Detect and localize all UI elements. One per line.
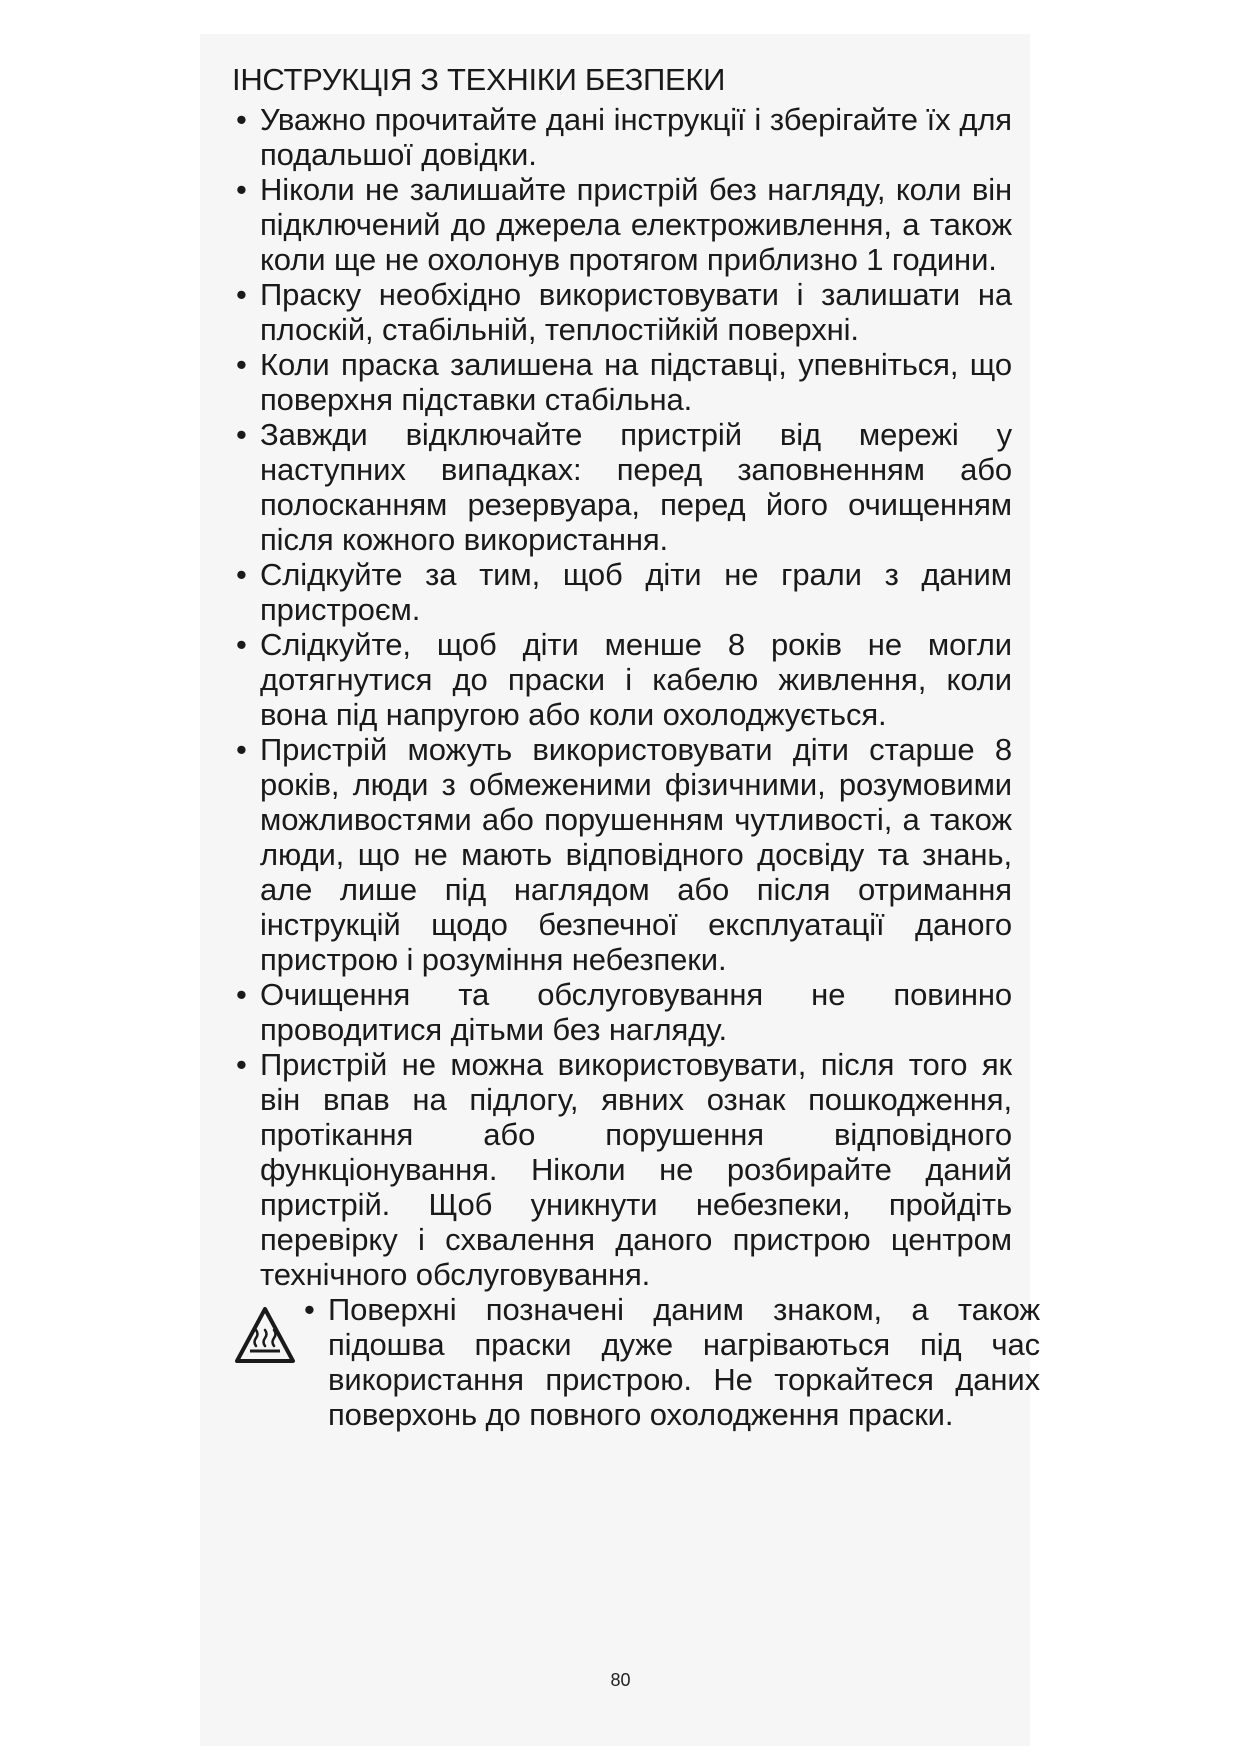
list-item: • Слідкуйте за тим, щоб діти не грали з даним пристроєм. [232, 557, 1012, 627]
list-item: • Коли праска залишена на підставці, упевніться, що поверхня підставки стабільна. [232, 347, 1012, 417]
hot-surface-warning [232, 1292, 1040, 1467]
warning-text: • Поверхні позначені даним знаком, а також підошва праски дуже нагріваються під час використання пристрою. Не торкайтеся даних поверхонь до повного охолодження праски. [300, 1292, 1040, 1432]
list-item: • Уважно прочитайте дані інструкції і зберігайте їх для подальшої довідки. [232, 102, 1012, 172]
list-item: • Слідкуйте, щоб діти менше 8 років не могли дотягнутися до праски і кабелю живлення, коли вона під напругою або коли охолоджується. [232, 627, 1012, 732]
list-item: • Очищення та обслуговування не повинно проводитися дітьми без нагляду. [232, 977, 1012, 1047]
list-item: • Пристрій не можна використовувати, після того як він впав на підлогу, явних ознак пошкодження, протікання або порушення відповідного функціонування. Ніколи не розбирайте даний пристрій. Щоб уникнути небезпеки, пройдіть перевірку і схвалення даного пристрою центром технічного обслуговування. [232, 1047, 1012, 1292]
safety-list [232, 102, 1012, 1292]
hot-surface-warning-icon [234, 1306, 296, 1364]
list-item: • Праску необхідно використовувати і залишати на плоскій, стабільній, теплостійкій поверхні. [232, 277, 1012, 347]
page-title: ІНСТРУКЦІЯ З ТЕХНІКИ БЕЗПЕКИ [232, 62, 726, 97]
document-body [232, 62, 1040, 1467]
list-item: • Ніколи не залишайте пристрій без нагляду, коли він підключений до джерела електроживлення, а також коли ще не охолонув протягом приблизно 1 години. [232, 172, 1012, 277]
page-number: 80 [610, 1670, 631, 1690]
list-item: • Завжди відключайте пристрій від мережі у наступних випадках: перед заповненням або полосканням резервуара, перед його очищенням після кожного використання. [232, 417, 1012, 557]
list-item: • Пристрій можуть використовувати діти старше 8 років, люди з обмеженими фізичними, розумовими можливостями або порушенням чутливості, а також люди, що не мають відповідного досвіду та знань, але лише під наглядом або після отримання інструкцій щодо безпечної експлуатації даного пристрою і розуміння небезпеки. [232, 732, 1012, 977]
